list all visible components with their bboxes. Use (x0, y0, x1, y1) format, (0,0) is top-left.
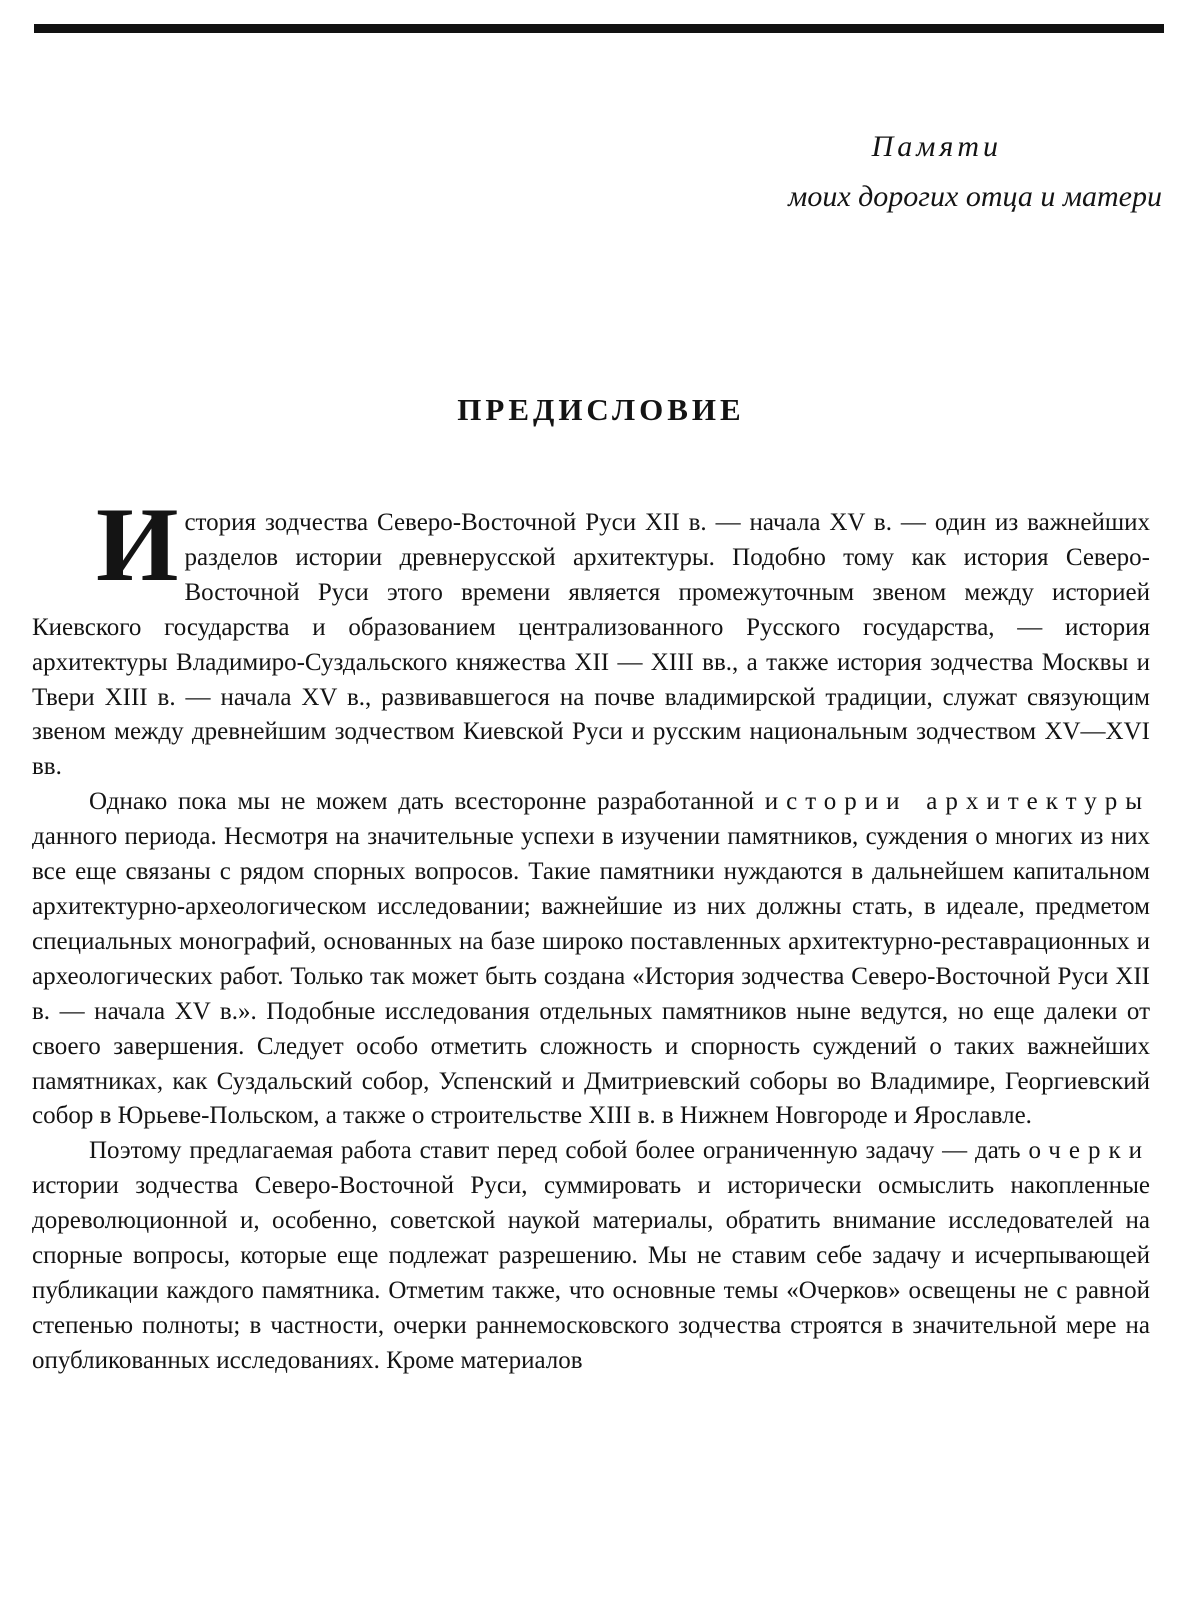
page-heading: ПРЕДИСЛОВИЕ (457, 392, 745, 427)
paragraph-1 (32, 486, 1150, 785)
dedication-line-2: моих дорогих отца и матери (788, 180, 1162, 213)
paragraph-2-spaced: истории архитектуры (764, 788, 1150, 816)
dedication-line-1: Памяти (871, 130, 1002, 163)
paragraph-2 (32, 785, 1150, 1134)
paragraph-3-spaced: очерки (1028, 1137, 1151, 1165)
paragraph-2-post: данного периода. Несмотря на значительные успехи в изучении памятников, суждения о многих из них все еще связаны с рядом спорных вопросов. Такие памятники нуждаются в дальнейшем капитальном архитектурно-археологическом исследовании; важнейшие из них должны стать, в идеале, предметом специальных монографий, основанных на базе широко поставленных архитектурно-реставрационных и археологических работ. Только так может быть создана «История зодчества Северо-Восточной Руси XII в. — начала XV в.». Подобные исследования отдельных памятников ныне ведутся, но еще далеки от своего завершения. Следует особо отметить сложность и спорность суждений о таких важнейших памятниках, как Суздальский собор, Успенский и Дмитриевский соборы во Владимире, Георгиевский собор в Юрьеве-Польском, а также о строительстве XIII в. в Нижнем Новгороде и Ярославле. (32, 823, 1150, 1130)
dedication (562, 122, 1162, 222)
paragraph-3-post: истории зодчества Северо-Восточной Руси, суммировать и исторически осмыслить накопленные дореволюционной и, особенно, советской наукой материалы, обратить внимание исследователей на спорные вопросы, которые еще подлежат разрешению. Мы не ставим себе задачу и исчерпывающей публикации каждого памятника. Отметим также, что основные темы «Очерков» освещены не с равной степенью полноты; в частности, очерки раннемосковского зодчества строятся в значительной мере на опубликованных исследованиях. Кроме материалов (32, 1172, 1150, 1374)
paragraph-2-pre: Однако пока мы не можем дать всесторонне разработанной (89, 788, 754, 816)
paragraph-3 (32, 1134, 1150, 1378)
drop-cap: И (96, 486, 179, 603)
paragraph-3-pre: Поэтому предлагаемая работа ставит перед собой более ограниченную задачу — дать (89, 1137, 1021, 1165)
paragraph-1-text: стория зодчества Северо-Восточной Руси XII в. — начала XV в. — один из важнейших разделов истории древнерусской архитектуры. Подобно тому как история Северо-Восточной Руси этого времени является промежуточным звеном между историей Киевского государства и образованием централизованного Русского государства, — история архитектуры Владимиро-Суздальского княжества XII — XIII вв., а также история зодчества Москвы и Твери XIII в. — начала XV в., развивавшегося на почве владимирской традиции, служат связующим звеном между древнейшим зодчеством Киевской Руси и русским национальным зодчеством XV—XVI вв. (32, 509, 1150, 781)
top-rule (34, 24, 1164, 33)
body-text (32, 486, 1151, 1379)
